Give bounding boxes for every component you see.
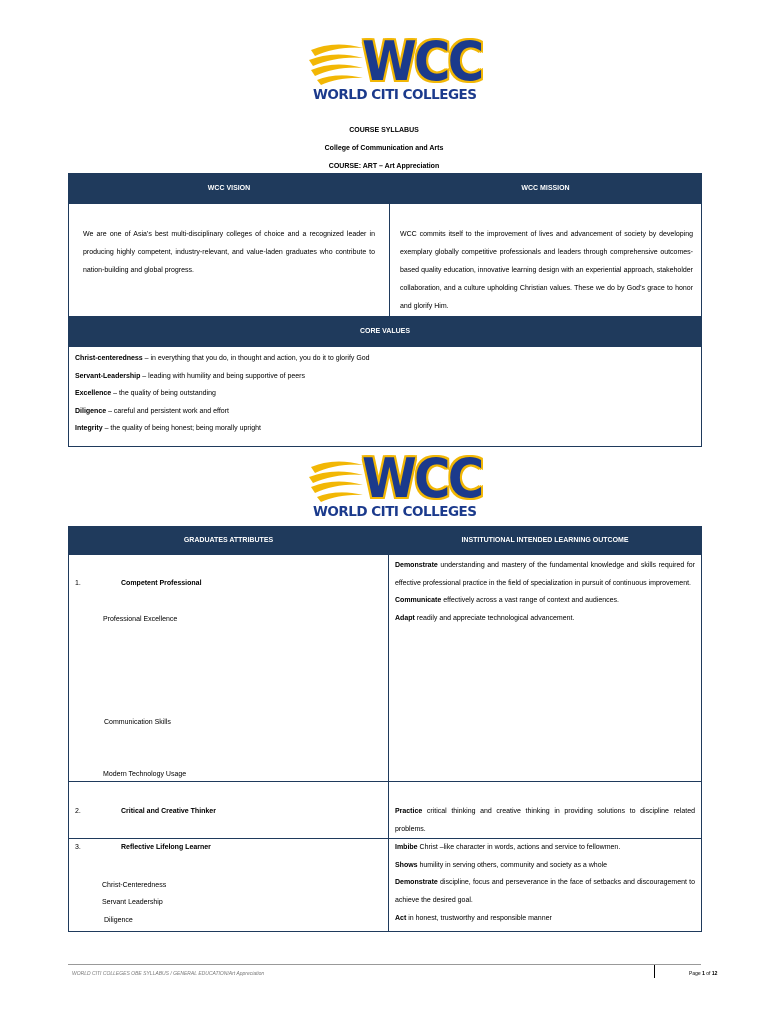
attribute-title: Critical and Creative Thinker [121, 808, 216, 815]
vision-cell [69, 204, 390, 317]
wings-icon [307, 459, 367, 503]
attribute-row-1 [69, 555, 389, 782]
mission-cell [390, 204, 702, 317]
logo-abbr: WCC [362, 30, 482, 93]
ilo-row-3 [389, 839, 702, 932]
attribute-sub: Communication Skills [104, 719, 171, 726]
core-values-header: CORE VALUES [69, 317, 702, 347]
attribute-row-3 [69, 839, 389, 932]
attribute-sub: Professional Excellence [103, 616, 178, 623]
logo-top [307, 30, 482, 106]
wings-icon [307, 42, 367, 86]
footer-divider [654, 965, 655, 978]
attribute-number: 1. [75, 580, 81, 587]
ilo-row-2 [389, 782, 702, 839]
attribute-sub: Servant Leadership [102, 899, 163, 907]
attributes-table [68, 526, 702, 932]
header-line-2: College of Communication and Arts [324, 145, 444, 152]
core-value-item: Integrity – the quality of being honest; being morally upright [75, 425, 262, 432]
core-value-item: Christ-centeredness – in everything that you do, in thought and action, you do it to glorify God [75, 355, 370, 362]
mission-text: WCC commits itself to the improvement of lives and advancement of society by developing exemplary globally competitive professionals and leaders through comprehensive outcomes-based quality education, innovative learning design with an experiential approach, stakeholder collaboration, and a culture upholding Christian values. These we do by God’s grace to honor and glorify Him. [400, 231, 693, 310]
ilo-item: Act in honest, trustworthy and responsible manner [395, 914, 552, 922]
header-line-3: COURSE: ART – Art Appreciation [328, 163, 440, 170]
mission-header: WCC MISSION [390, 174, 702, 204]
vision-header: WCC VISION [69, 174, 390, 204]
attribute-number: 3. [75, 844, 81, 852]
ilo-item: Shows humility in serving others, community and society as a whole [395, 861, 608, 869]
core-value-item: Excellence – the quality of being outstanding [75, 390, 216, 397]
vision-text: We are one of Asia’s best multi-disciplinary colleges of choice and a recognized leader in producing highly competent, industry-relevant, and value-laden graduates who contribute to nation-building and global progress. [83, 231, 375, 274]
ilo-item: Practice critical thinking and creative thinking in providing solutions to discipline related problems. [395, 808, 695, 833]
core-value-item: Servant-Leadership – leading with humility and being supportive of peers [75, 372, 305, 380]
core-value-item: Diligence – careful and persistent work and effort [75, 407, 229, 415]
ilo-row-1 [389, 555, 702, 782]
attribute-title: Competent Professional [121, 580, 202, 587]
attribute-sub: Diligence [104, 917, 133, 925]
attribute-sub: Modern Technology Usage [103, 771, 187, 778]
syllabus-header [0, 126, 768, 180]
footer-text: WORLD CITI COLLEGES OBE SYLLABUS / GENERAL EDUCATION/Art Appreciation [72, 971, 265, 977]
logo-middle [307, 447, 482, 523]
page-footer [68, 964, 718, 977]
ilo-item: Communicate effectively across a vast range of context and audiences. [395, 597, 619, 605]
ilo-item: Imbibe Christ –like character in words, actions and service to fellowmen. [395, 844, 621, 852]
attribute-sub: Christ-Centeredness [102, 882, 167, 890]
vision-mission-table [68, 173, 702, 447]
attribute-row-2 [69, 782, 389, 839]
header-line-1: COURSE SYLLABUS [349, 127, 419, 134]
ilo-item: Demonstrate discipline, focus and perseverance in the face of setbacks and discouragement to achieve the desired goal. [395, 879, 695, 904]
logo-college-name: WORLD CITI COLLEGES [313, 504, 477, 520]
core-values-cell [69, 347, 702, 447]
ilo-item: Adapt readily and appreciate technological advancement. [395, 614, 575, 622]
attributes-header: GRADUATES ATTRIBUTES [69, 527, 389, 555]
attribute-title: Reflective Lifelong Learner [121, 844, 211, 852]
attribute-number: 2. [75, 808, 81, 815]
ilo-item: Demonstrate understanding and mastery of the fundamental knowledge and skills required for effective professional practice in the field of specialization in pursuit of continuous improvement. [395, 562, 695, 587]
ilo-header: INSTITUTIONAL INTENDED LEARNING OUTCOME [389, 527, 702, 555]
page-number: Page 1 of 12 [689, 971, 718, 977]
logo-college-name: WORLD CITI COLLEGES [313, 87, 477, 103]
logo-abbr: WCC [362, 447, 482, 510]
